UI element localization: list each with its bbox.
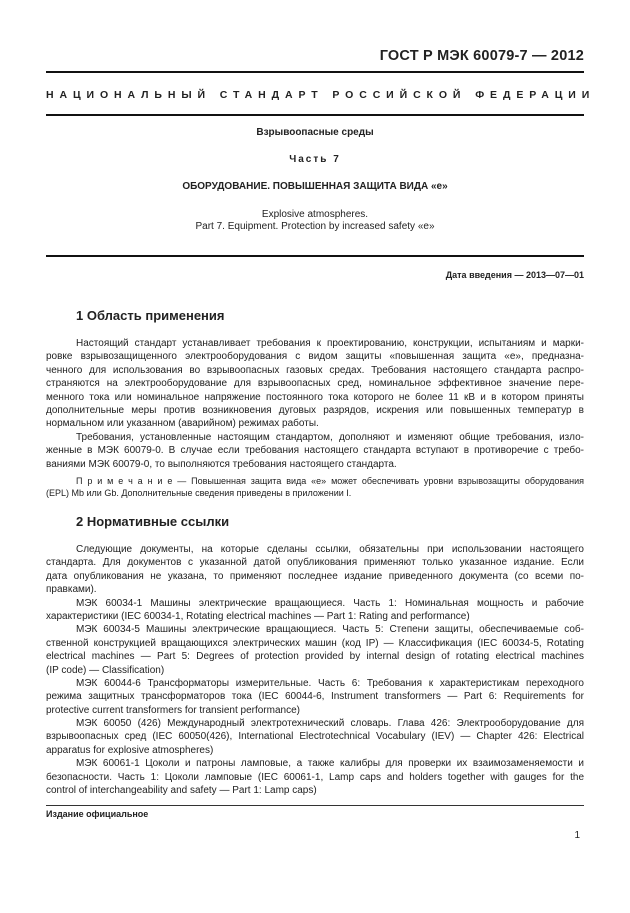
- title-rule: [46, 255, 584, 257]
- paragraph-line: нормальном или указанном (аварийном) режимах работы.: [46, 418, 319, 430]
- page-number: 1: [574, 830, 580, 841]
- reference-line: apparatus for explosive atmospheres): [46, 744, 214, 756]
- section-1-heading: 1 Область применения: [76, 308, 225, 323]
- national-standard-banner: НАЦИОНАЛЬНЫЙ СТАНДАРТ РОССИЙСКОЙ ФЕДЕРАЦИИ: [46, 89, 596, 101]
- note-line: (EPL) Mb или Gb. Дополнительные сведения приведены в приложении I.: [46, 487, 352, 498]
- paragraph-line: дата опубликования не указана, то применяют последнее издание приведенного документа (со всеми по-: [46, 570, 584, 582]
- header-rule: [46, 71, 584, 73]
- reference-line: режима защитных трансформаторов тока (IEC 60044-6, Instrument transformers — Part 6: Requirements for: [46, 691, 584, 703]
- paragraph-line: стандарта. Для документов с указанной датой опубликования применяют только указанное издание. Если: [46, 557, 584, 569]
- paragraph-line: дополнительные меры против возникновения дуговых разрядов, искрения или повышенных температур в: [46, 404, 584, 416]
- title-english-line-1: Explosive atmospheres.: [261, 209, 369, 220]
- reference-line: control of interchangeability and safety — Part 1: Lamp caps): [46, 785, 317, 797]
- reference-line: МЭК 60044-6 Трансформаторы измерительные. Часть 6: Требования к характеристикам переходного: [76, 677, 584, 689]
- reference-line: взрывоопасных сред (IEC 60050(426), International Electrotechnical Vocabulary (IEV) — Chapter 426: Electrical: [46, 731, 584, 743]
- reference-line: protective current transformers for transient performance): [46, 704, 300, 716]
- reference-line: МЭК 60061-1 Цоколи и патроны ламповые, а также калибры для проверки их взаимозаменяемости и: [76, 758, 584, 770]
- paragraph-line: Следующие документы, на которые сделаны ссылки, обязательны при использовании настоящего: [76, 544, 584, 555]
- title-main: ОБОРУДОВАНИЕ. ПОВЫШЕННАЯ ЗАЩИТА ВИДА «е»: [182, 181, 448, 192]
- title-area: Взрывоопасные среды: [256, 127, 374, 138]
- reference-line: ственной конструкцией вращающихся электрических машин (код IP) — Классификация (IEC 60034-5, Rotating: [46, 637, 584, 649]
- paragraph-line: женные в МЭК 60079-0. В случае если требования настоящего стандарта вступают в противоречие с требо-: [46, 445, 584, 457]
- banner-rule: [46, 114, 584, 116]
- reference-line: характеристики (IEC 60034-1, Rotating electrical machines — Part 1: Rating and performance): [46, 610, 470, 622]
- section-1-body: [46, 337, 584, 499]
- reference-line: МЭК 60050 (426) Международный электротехнический словарь. Глава 426: Электрооборудование для: [76, 718, 584, 730]
- paragraph-line: Настоящий стандарт устанавливает требования к проектированию, конструкции, испытаниям и марки-: [76, 338, 584, 349]
- reference-line: (IP code) — Classification): [46, 664, 165, 676]
- paragraph-line: страняются на электрооборудование для взрывоопасных сред, номинальное эффективное значение пере-: [46, 378, 584, 390]
- title-english-line-2: Part 7. Equipment. Protection by increased safety «e»: [195, 221, 435, 232]
- paragraph-line: ваниями МЭК 60079-0, то выполняются требования настоящего стандарта.: [46, 458, 397, 470]
- paragraph-line: ровке взрывозащищенного электрооборудования с видом защиты «повышенная защита «е», предназна-: [46, 351, 584, 363]
- section-2-heading: 2 Нормативные ссылки: [76, 514, 230, 529]
- paragraph-line: правками).: [46, 584, 97, 596]
- reference-line: МЭК 60034-1 Машины электрические вращающиеся. Часть 1: Номинальная мощность и рабочие: [76, 597, 584, 609]
- reference-line: безопасности. Часть 1: Цоколи ламповые (IEC 60061-1, Lamp caps and holders together with gauges for the: [46, 771, 584, 783]
- paragraph-line: менного тока или номинальное напряжение постоянного тока которого не более 11 кВ и в котором приняты: [46, 391, 584, 403]
- official-edition-label: Издание официальное: [46, 809, 149, 819]
- note-line: П р и м е ч а н и е — Повышенная защита вида «е» может обеспечивать уровни взрывозащиты оборудования: [76, 475, 584, 486]
- reference-line: electrical machines — Part 5: Degrees of protection provided by internal design of rotating electrical machines: [46, 651, 584, 663]
- section-1-note: [46, 475, 584, 499]
- paragraph-line: Требования, установленные настоящим стандартом, дополняют и изменяют общие требования, изло-: [76, 431, 584, 443]
- document-code: ГОСТ Р МЭК 60079-7 — 2012: [379, 48, 584, 64]
- section-2-body: [46, 543, 584, 797]
- reference-line: МЭК 60034-5 Машины электрические вращающиеся. Часть 5: Степени защиты, обеспечиваемые соб-: [76, 624, 584, 636]
- footer-rule: [46, 805, 584, 806]
- paragraph-line: ченного для использования во взрывоопасных газовых средах. Требования настоящего стандарта распро-: [46, 364, 584, 376]
- introduction-date: Дата введения — 2013—07—01: [445, 270, 584, 280]
- title-part: Часть 7: [289, 154, 341, 165]
